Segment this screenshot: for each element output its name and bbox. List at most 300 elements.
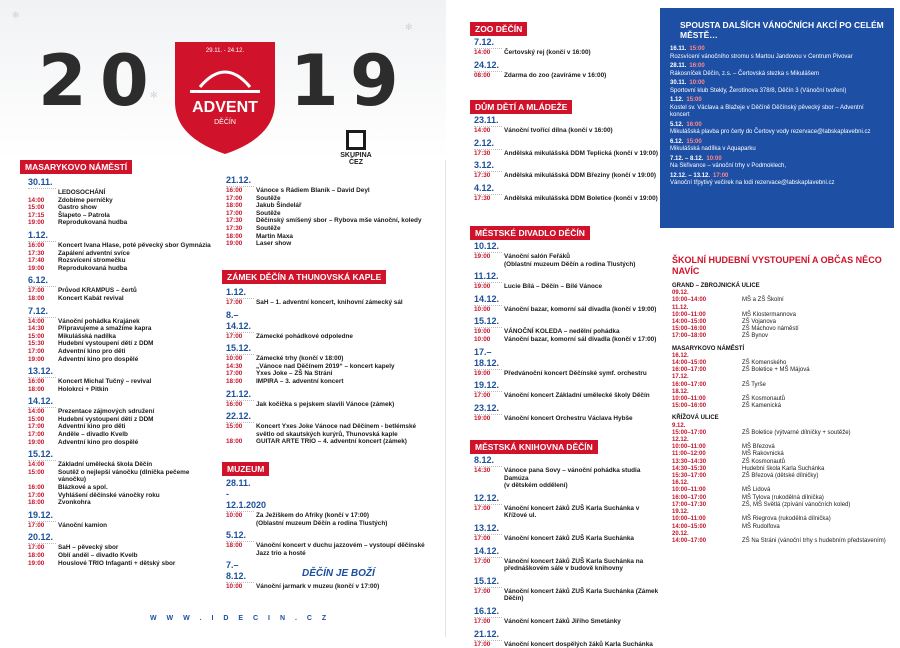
event-desc: (Oblastní muzeum Děčín a rodina Tlustých) [256,519,388,527]
event-row [28,318,218,326]
school-row [672,473,894,480]
section-ddm: DŮM DĚTÍ A MLÁDEŽE [470,100,572,114]
event-row [474,283,664,291]
school-name: ZŠ, MŠ Světlá (zpívání vánočních koled) [742,501,851,508]
school-time: 11:00–12:00 [672,451,706,458]
school-row [672,495,894,502]
event-desc: IMPIRA – 3. adventní koncert [256,377,344,385]
more-event-date: 5.12. [670,121,684,128]
more-event-date: 30.11. [670,80,687,86]
event-time: 10:00 [226,583,243,591]
event-date: 7.–8.12. [226,560,254,583]
school-name: Hudební škola Karla Suchánka [742,465,825,472]
school-time: 15:00–16:00 [672,326,707,333]
more-event-item [670,97,884,120]
event-desc: Vánoce pana Sovy – vánoční pohádka studia Damúza [504,467,641,482]
event-time: 14:00 [474,127,491,134]
school-time: 10:00–11:00 [672,311,706,318]
school-name: ZŠ Kosmonautů [742,396,786,403]
event-time: 10:00 [226,355,243,363]
event-row [28,499,218,507]
event-desc: Vánoční pohádka Krajánek [58,317,140,325]
more-event-item [670,139,884,154]
event-date: 7.12. [474,37,502,49]
school-name: MŠ Rakovnická [742,451,784,458]
event-desc: Soutěže [256,224,281,232]
school-row [672,403,894,410]
school-time: 15:00–16:00 [672,403,707,410]
event-desc: Vánoční koncert žáků ZUŠ Karla Suchánka [504,534,634,542]
event-time: 15:00 [28,415,45,423]
school-row [672,367,894,374]
event-desc: Yxes Joke – ZŠ Na Stráni [256,370,333,378]
section-theatre: MĚSTSKÉ DIVADLO DĚČÍN [470,226,590,240]
event-time: 16:00 [226,400,243,408]
more-event-date: 28.11. [670,63,687,69]
school-row [672,480,894,487]
schedule-masarykovo [28,174,218,567]
event-time: 14:30 [28,325,45,333]
more-event-time: 10:00 [706,155,722,162]
event-desc: Vánoce s Rádiem Blaník – David Deyl [256,187,370,194]
event-desc: Adventní kino pro dospělé [58,438,139,446]
event-row [474,558,664,573]
event-row [474,535,664,543]
event-desc: Předvánoční koncert Děčínské symf. orchestru [504,369,647,377]
more-event-time: 17:00 [713,172,729,179]
event-time: 17:00 [474,392,491,400]
school-time: 14:30–15:30 [672,465,707,472]
section-library: MĚSTSKÁ KNIHOVNA DĚČÍN [470,440,598,454]
more-event-time: 10:00 [689,80,705,86]
event-time: 16:00 [28,484,45,492]
event-desc: Vánoční koncert žáků ZUŠ Karla Suchánka (Zámek Děčín) [504,587,659,603]
event-row [28,257,218,265]
school-row [672,524,894,531]
school-name: MŠ Březová [742,444,775,451]
event-time: 14:00 [28,196,45,204]
school-row [672,312,894,319]
school-time: 16.12. [672,352,689,359]
snowflake-icon: ✻ [150,90,158,100]
more-event-date: 6.12. [670,138,684,145]
event-time: 17:30 [226,217,243,225]
event-date: 28.11. - 12.1.2020 [226,478,267,510]
event-desc: Anděle – divadlo Kvelb [58,431,128,439]
school-row [672,430,894,437]
event-desc: Připravujeme a smažíme kapra [58,325,152,333]
decin-logo: DĚČÍN JE BOŽÍ [302,568,375,579]
event-date: 8.–14.12. [226,310,254,333]
event-desc: Rozsvícení stromečku [58,257,126,265]
school-time: 14:00–15:00 [672,523,707,530]
more-event-time: 15:00 [686,97,702,103]
school-time: 16:00–17:00 [672,381,707,388]
event-row [226,299,431,307]
event-row [474,370,664,378]
event-row [474,392,664,400]
event-row [474,328,664,336]
event-desc: LEDOSOCHÁNÍ [58,189,106,196]
school-name [742,531,894,538]
school-row [672,305,894,312]
event-desc: Vánoční koncert Základní umělecké školy Děčín [504,392,650,400]
event-row [28,287,218,295]
event-time: 14:00 [28,408,45,416]
schedule-zamek [226,284,431,446]
event-row [474,467,664,482]
event-desc: Lucie Bílá – Děčín – Bílé Vánoce [504,283,603,291]
event-date: 16.12. [474,606,502,618]
event-time [28,189,58,197]
sponsor-logo: SKUPINA ČEZ [336,130,376,166]
event-time: 17:30 [474,194,491,202]
event-time: 19:00 [28,559,45,567]
school-name: MŠ Lidová [742,487,771,494]
school-time: 14:00–15:00 [672,319,707,326]
event-time: 19:00 [28,355,45,363]
event-time: 19:00 [474,283,491,291]
event-date: 21.12. [226,175,254,187]
event-desc: „Vánoce nad Děčínem 2019“ – koncert kapely [256,362,395,370]
more-events-title: SPOUSTA DALŠÍCH VÁNOČNÍCH AKCÍ PO CELÉM MĚSTĚ… [680,20,884,40]
event-row [226,355,431,363]
more-event-desc: Rozsvícení vánočního stromu s Martou Jandovou v Centrum Pivovar [670,53,853,60]
event-time: 17:30 [226,224,243,232]
event-row [28,242,218,250]
school-time: 18.12. [672,388,689,395]
more-event-date: 7.12. – 8.12. [670,155,704,162]
event-time: 15:30 [28,340,45,348]
event-time: 18:00 [28,552,45,559]
school-time: 16:00–17:00 [672,494,707,501]
school-performances [672,255,894,545]
event-desc: (v dětském oddělení) [504,482,568,490]
event-time: 18:00 [226,438,243,446]
event-time: 17:00 [474,557,491,565]
school-row [672,333,894,340]
school-time: 9.12. [672,422,686,429]
event-desc: Vánoční koncert žáků ZUŠ Karla Suchánka v Křížové ul. [504,504,640,520]
event-row [28,333,218,341]
event-row [226,438,431,446]
school-name [742,374,894,381]
school-row [672,326,894,333]
school-name: MŠ a ZŠ Školní [742,297,784,304]
school-location: KŘÍŽOVÁ ULICE [672,415,719,422]
event-date: 13.12. [28,366,56,378]
event-time: 17:00 [226,299,243,306]
event-time: 17:00 [474,587,491,595]
event-desc: Vyhlášení děčínské vánočky roku [58,491,160,499]
event-time: 17:00 [474,640,491,648]
school-name: ZŠ Komenského [742,360,787,367]
event-time: 17:00 [226,370,243,378]
event-row [226,423,431,438]
event-date: 22.12. [226,411,254,423]
event-row [28,212,218,220]
event-time: 10:00 [226,512,243,519]
event-date: 12.12. [474,493,502,505]
event-time: 19:00 [226,240,243,248]
school-location: GRAND – ZBROJNICKÁ ULICE [672,283,760,289]
event-time: 14:00 [474,49,491,56]
event-row [474,306,664,314]
school-row [672,423,894,430]
event-time: 18:00 [28,294,45,302]
event-time: 19:00 [28,438,45,446]
event-desc: Zdarma do zoo (zavíráme v 16:00) [504,71,607,79]
event-row [28,219,218,227]
more-events-box [660,8,894,228]
event-desc: Šlapeto – Patrola [58,211,110,219]
event-row [28,484,218,492]
school-row [672,538,894,545]
event-time: 19:00 [28,219,45,227]
event-row [226,217,426,225]
event-desc: Oblí anděl – divadlo Kvelb [58,552,138,559]
school-time: 10:00–11:00 [672,396,706,403]
school-time: 11.12. [672,304,689,311]
more-events-list [670,46,884,188]
event-desc: Koncert Yxes Joke Vánoce nad Děčínem - betlémské světlo od skautských kurýrů, Thunovská kaple [256,423,417,438]
event-row [28,295,218,303]
school-time: 19.12. [672,509,689,516]
event-desc: Hudební vystoupení dětí z DDM [58,415,154,423]
logo-dates: 29.11. - 24.12. [205,48,245,54]
event-row [474,641,664,648]
event-time: 17:00 [474,617,491,625]
event-desc: Jakub Šindelář [256,202,302,210]
event-row [28,560,218,568]
snowflake-icon: ✻ [405,22,413,32]
event-row [226,202,426,210]
school-row [672,382,894,389]
more-event-item [670,173,884,188]
event-date: 20.12. [28,532,56,544]
school-name: ZŠ Boletice + MŠ Májová [742,367,810,374]
event-date: 2.12. [474,138,502,150]
school-row [672,353,894,360]
event-desc: Holokrci + Pitkin [58,385,109,393]
school-time: 10:00–11:00 [672,444,706,451]
school-row [672,466,894,473]
logo-title: ADVENT [192,99,258,116]
school-name: ZŠ Vojanova [742,319,777,326]
more-event-desc: Mikulášská plavba pro čerty do Čertovy vody rezervace@labskaplavebni.cz [670,129,871,135]
event-time: 17:00 [226,194,243,202]
event-row [474,618,664,626]
event-time: 19:00 [28,264,45,272]
event-desc: GUITAR ARTE TRIO – 4. adventní koncert (zámek) [256,438,407,446]
event-row [28,552,218,560]
school-name: ZŠ Na Stráni (vánoční trhy s hudebním představením) [742,537,886,544]
snowflake-icon: ✻ [12,10,20,20]
event-desc: Soutěže [256,194,281,202]
event-time [226,520,256,528]
school-row [672,451,894,458]
event-time: 16:00 [28,378,45,386]
event-row [474,415,664,423]
school-location: MASARYKOVO NÁMĚSTÍ [672,345,745,352]
event-time: 17:00 [226,209,243,217]
more-event-time: 15:00 [689,46,705,52]
event-row [226,401,431,409]
event-date: 3.12. [474,160,502,172]
event-desc: Čertovský rej (končí v 16:00) [504,49,591,56]
event-row [226,240,426,248]
event-desc: Zámecké trhy (končí v 18:00) [256,355,344,363]
school-row [672,516,894,523]
event-time: 10:00 [474,305,491,313]
event-row [226,512,426,520]
event-time: 17:00 [28,423,45,431]
event-date: 23.11. [474,115,502,127]
school-name [742,423,894,430]
event-date: 14.12. [28,396,56,408]
event-time: 14:00 [28,461,45,469]
event-desc: Vánoční koncert žáků Jiřího Smetánky [504,617,621,625]
more-event-item [670,122,884,137]
event-time: 17:15 [28,211,45,219]
year-digit: 1 [290,40,341,122]
event-row [226,520,426,528]
event-date: 14.12. [474,294,502,306]
event-date: 15.12. [474,576,502,588]
event-desc: Soutěž o nejlepší vánočku (dlnička pečeme vánočku) [58,468,190,484]
event-row [28,356,218,364]
advent-logo [170,32,280,157]
event-desc: Adventní kino pro dospělé [58,355,139,363]
event-desc: Koncert Ivana Hlase, poté pěvecký sbor Gymnázia [58,241,211,249]
event-row [474,482,664,490]
schedule-masarykovo-cont [226,172,426,248]
event-row [226,370,431,378]
school-row [672,459,894,466]
school-name: ZŠ Boletice (výtvarné dílničky + soutěže) [742,429,851,436]
school-time: 14:00–17:00 [672,537,707,544]
event-time: 17:00 [28,287,45,295]
event-desc: Vánoční bazar, komorní sál divadla (končí v 19:00) [504,305,657,313]
event-date: 10.12. [474,241,502,253]
more-event-desc: Kostel sv. Václava a Blažeje v Děčíně Děčínský pěvecký sbor – Adventní koncert [670,104,864,118]
school-time: 10:00–11:00 [672,516,706,523]
event-date: 15.12. [474,316,502,328]
event-time: 15:00 [28,332,45,340]
event-row [226,542,426,557]
event-time: 17:00 [474,534,491,542]
event-row [226,333,431,341]
event-time: 17:30 [474,172,491,180]
event-time: 17:00 [28,431,45,439]
event-time: 17:00 [28,521,45,529]
event-desc: Za Ježíškem do Afriky (končí v 17:00) [256,512,370,519]
event-desc: Vánoční salón Feřáků [504,253,571,260]
schedule-library [474,452,664,648]
school-name: ZŠ Tyrše [742,381,766,388]
event-time: 17:00 [28,347,45,355]
school-time: 17:00–17:30 [672,501,707,508]
event-time: 19:00 [474,369,491,377]
event-row [28,250,218,258]
website: W W W . I D E C I N . C Z [150,615,331,622]
event-row [474,588,664,603]
schedule-zoo [474,34,659,79]
more-event-desc: Mikulášská nadílka v Aquaparku [670,146,756,152]
event-date: 8.12. [474,455,502,467]
event-time: 17:00 [474,504,491,512]
event-desc: Zdobíme perníčky [58,196,113,204]
school-time: 16.12. [672,480,689,487]
event-desc: Gastro show [58,204,97,212]
event-date: 14.12. [474,546,502,558]
event-row [226,210,426,218]
event-date: 17.–18.12. [474,347,502,370]
school-row [672,487,894,494]
event-row [226,233,426,241]
event-row [28,416,218,424]
event-desc: Andělská mikulášská DDM Teplická (končí v 19:00) [504,149,659,157]
event-time: 18:00 [28,499,45,507]
event-row [28,469,218,484]
year-digit: 9 [350,40,401,122]
event-time: 19:00 [474,414,491,422]
school-name: ZŠ Březová (dětské dílničky) [742,473,819,480]
event-row [474,72,659,80]
school-name [742,305,894,312]
school-row [672,297,894,304]
school-name: ZŠ Bynov [742,333,769,340]
section-zoo: ZOO DĚČÍN [470,22,527,36]
event-desc: Vánoční koncert žáků ZUŠ Karla Suchánka na přednáškovém sále v budově knihovny [504,557,644,573]
event-desc: Adventní kino pro děti [58,423,126,431]
school-row [672,502,894,509]
event-time: 19:00 [474,328,491,336]
school-name: MŠ Riegrova (rukodělná dílnička) [742,516,831,523]
event-time: 17:40 [28,257,45,265]
school-row [672,374,894,381]
event-time [474,482,504,490]
school-time: 17.12. [672,374,689,381]
event-row [474,505,664,520]
event-desc: Vánoční jarmark v muzeu (končí v 17:00) [256,583,380,591]
event-date: 11.12. [474,271,502,283]
event-row [474,150,659,158]
event-time: 17:30 [28,249,45,257]
event-desc: Děčínský smíšený sbor – Rybova mše vánoční, koledy [256,217,422,225]
event-date: 15.12. [226,343,254,355]
event-desc: Koncert Kabát revival [58,294,124,302]
event-desc: Vánoční tvořící dílna (končí v 16:00) [504,127,613,134]
event-row [226,225,426,233]
school-time: 10:00–14:00 [672,297,707,304]
event-time: 17:00 [28,544,45,552]
school-row [672,437,894,444]
event-desc: Adventní kino pro děti [58,347,126,355]
event-time: 18:00 [28,385,45,393]
event-time: 14:00 [28,317,45,325]
school-time: 15:00–17:00 [672,429,707,436]
schedule-theatre [474,238,664,422]
event-row [28,431,218,439]
event-date: 7.12. [28,306,56,318]
right-page [450,0,900,648]
event-time: 17:00 [28,491,45,499]
event-desc: Reprodukovaná hudba [58,219,128,227]
event-time: 16:00 [226,187,243,194]
school-list [672,283,894,545]
event-row [474,261,664,269]
